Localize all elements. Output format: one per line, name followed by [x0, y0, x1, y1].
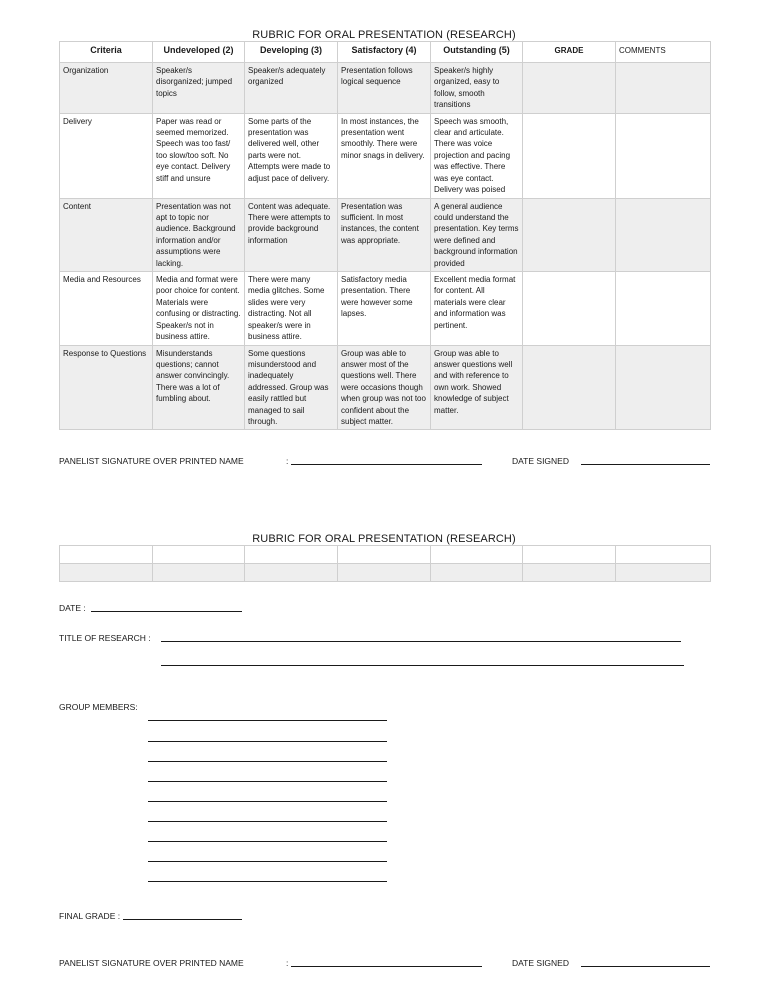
- grade-cell[interactable]: [523, 63, 616, 114]
- table-row-response-to-questions: [60, 345, 711, 430]
- undeveloped-cell: Media and format were poor choice for content. Materials were confusing or distracting. Speaker/s not in business attire.: [153, 272, 245, 345]
- satisfactory-cell: Presentation was sufficient. In most instances, the content was appropriate.: [338, 198, 431, 271]
- title-of-research-line-2[interactable]: [161, 665, 684, 666]
- satisfactory-cell: Satisfactory media presentation. There were however some lapses.: [338, 272, 431, 345]
- undeveloped-cell: Paper was read or seemed memorized. Speech was too fast/ too slow/too soft. No eye contact. Delivery stiff and unsure: [153, 113, 245, 198]
- signature-line[interactable]: [291, 464, 482, 465]
- grade-cell[interactable]: [523, 198, 616, 271]
- comments-cell[interactable]: [616, 113, 711, 198]
- header-satisfactory: Satisfactory (4): [338, 42, 431, 63]
- blank-cell[interactable]: [60, 546, 153, 564]
- satisfactory-cell: Group was able to answer most of the questions well. There were occasions though when group was not too confident about the subject matter.: [338, 345, 431, 430]
- table-row-delivery: [60, 113, 711, 198]
- table-row-content: [60, 198, 711, 271]
- blank-table-row: [60, 546, 711, 564]
- criteria-cell: Delivery: [60, 113, 153, 198]
- blank-cell[interactable]: [523, 546, 616, 564]
- date-signed-label: DATE SIGNED: [512, 456, 569, 466]
- blank-cell[interactable]: [431, 546, 523, 564]
- criteria-cell: Response to Questions: [60, 345, 153, 430]
- blank-cell[interactable]: [153, 546, 245, 564]
- date-line[interactable]: [91, 611, 242, 612]
- grade-cell[interactable]: [523, 113, 616, 198]
- signature-colon: :: [286, 456, 289, 466]
- rubric-table: [59, 41, 711, 430]
- blank-grade-table: [59, 545, 711, 582]
- criteria-cell: Organization: [60, 63, 153, 114]
- undeveloped-cell: Presentation was not apt to topic nor audience. Background information and/or assumptions were lacking.: [153, 198, 245, 271]
- comments-cell[interactable]: [616, 345, 711, 430]
- blank-cell[interactable]: [523, 564, 616, 582]
- header-comments: COMMENTS: [616, 42, 711, 63]
- developing-cell: Some questions misunderstood and inadequately addressed. Group was easily rattled but managed to sail through.: [245, 345, 338, 430]
- developing-cell: Speaker/s adequately organized: [245, 63, 338, 114]
- title-of-research-line-1[interactable]: [161, 641, 681, 642]
- group-members-label: GROUP MEMBERS:: [59, 702, 138, 712]
- header-developing: Developing (3): [245, 42, 338, 63]
- group-member-line-2[interactable]: [148, 741, 387, 742]
- comments-cell[interactable]: [616, 198, 711, 271]
- header-grade: GRADE: [523, 42, 616, 63]
- outstanding-cell: Excellent media format for content. All materials were clear and information was pertinent.: [431, 272, 523, 345]
- grade-cell[interactable]: [523, 272, 616, 345]
- date-signed-label-2: DATE SIGNED: [512, 958, 569, 968]
- developing-cell: There were many media glitches. Some slides were very distracting. Not all speaker/s were in business attire.: [245, 272, 338, 345]
- group-member-line-3[interactable]: [148, 761, 387, 762]
- satisfactory-cell: In most instances, the presentation went smoothly. There were minor snags in delivery.: [338, 113, 431, 198]
- blank-cell[interactable]: [153, 564, 245, 582]
- blank-cell[interactable]: [245, 564, 338, 582]
- final-grade-label: FINAL GRADE :: [59, 911, 121, 921]
- group-member-line-9[interactable]: [148, 881, 387, 882]
- blank-cell[interactable]: [431, 564, 523, 582]
- blank-cell[interactable]: [60, 564, 153, 582]
- rubric-title-top: RUBRIC FOR ORAL PRESENTATION (RESEARCH): [252, 29, 516, 41]
- comments-cell[interactable]: [616, 63, 711, 114]
- title-of-research-label: TITLE OF RESEARCH :: [59, 633, 151, 643]
- blank-cell[interactable]: [338, 546, 431, 564]
- table-row-media-and-resources: [60, 272, 711, 345]
- undeveloped-cell: Misunderstands questions; cannot answer convincingly. There was a lot of fumbling about.: [153, 345, 245, 430]
- header-undeveloped: Undeveloped (2): [153, 42, 245, 63]
- group-member-line-4[interactable]: [148, 781, 387, 782]
- developing-cell: Some parts of the presentation was delivered well, other parts were not. Attempts were made to adjust pace of delivery.: [245, 113, 338, 198]
- header-outstanding: Outstanding (5): [431, 42, 523, 63]
- group-member-line-5[interactable]: [148, 801, 387, 802]
- comments-cell[interactable]: [616, 272, 711, 345]
- blank-cell[interactable]: [338, 564, 431, 582]
- blank-cell[interactable]: [245, 546, 338, 564]
- group-member-line-8[interactable]: [148, 861, 387, 862]
- outstanding-cell: A general audience could understand the presentation. Key terms were defined and background information provided: [431, 198, 523, 271]
- undeveloped-cell: Speaker/s disorganized; jumped topics: [153, 63, 245, 114]
- outstanding-cell: Speaker/s highly organized, easy to follow, smooth transitions: [431, 63, 523, 114]
- blank-table-row: [60, 564, 711, 582]
- final-grade-line[interactable]: [123, 919, 242, 920]
- group-member-line-1[interactable]: [148, 720, 387, 721]
- criteria-cell: Media and Resources: [60, 272, 153, 345]
- date-label: DATE :: [59, 603, 86, 613]
- group-member-line-7[interactable]: [148, 841, 387, 842]
- panelist-signature-label: PANELIST SIGNATURE OVER PRINTED NAME: [59, 456, 244, 466]
- date-signed-line-2[interactable]: [581, 966, 710, 967]
- signature-line-2[interactable]: [291, 966, 482, 967]
- rubric-title-bottom: RUBRIC FOR ORAL PRESENTATION (RESEARCH): [252, 533, 516, 545]
- satisfactory-cell: Presentation follows logical sequence: [338, 63, 431, 114]
- grade-cell[interactable]: [523, 345, 616, 430]
- outstanding-cell: Speech was smooth, clear and articulate. There was voice projection and pacing was effective. There was eye contact. Delivery was poised: [431, 113, 523, 198]
- outstanding-cell: Group was able to answer questions well and with reference to own work. Showed knowledge of subject matter.: [431, 345, 523, 430]
- blank-cell[interactable]: [616, 546, 711, 564]
- blank-cell[interactable]: [616, 564, 711, 582]
- developing-cell: Content was adequate. There were attempts to provide background information: [245, 198, 338, 271]
- panelist-signature-label-2: PANELIST SIGNATURE OVER PRINTED NAME: [59, 958, 244, 968]
- header-criteria: Criteria: [60, 42, 153, 63]
- rubric-header-row: [60, 42, 711, 63]
- group-member-line-6[interactable]: [148, 821, 387, 822]
- signature-colon-2: :: [286, 958, 289, 968]
- criteria-cell: Content: [60, 198, 153, 271]
- date-signed-line[interactable]: [581, 464, 710, 465]
- table-row-organization: [60, 63, 711, 114]
